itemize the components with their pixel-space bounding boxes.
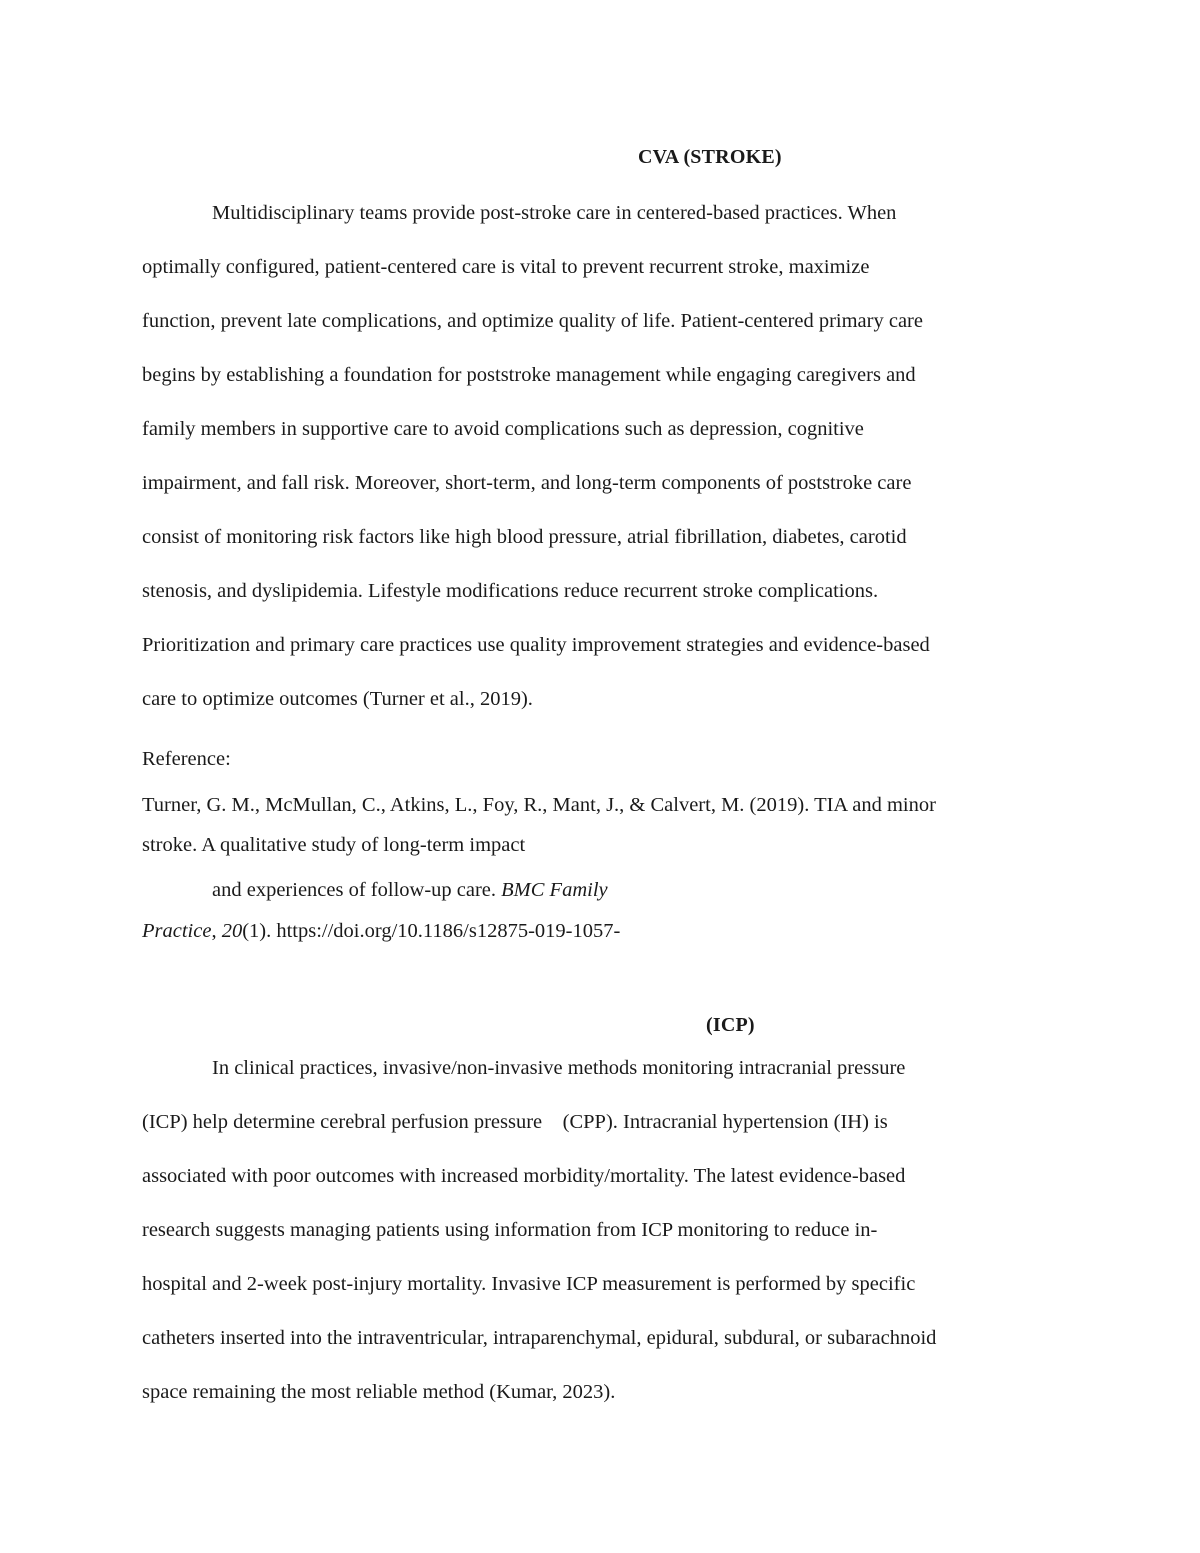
text-line: hospital and 2-week post-injury mortality. Invasive ICP measurement is performed by specific [142, 1273, 916, 1295]
text-line: Multidisciplinary teams provide post-stroke care in centered-based practices. When [212, 202, 897, 224]
text-line: research suggests managing patients using information from ICP monitoring to reduce in- [142, 1219, 878, 1241]
reference-citation-line: Turner, G. M., McMullan, C., Atkins, L., Foy, R., Mant, J., & Calvert, M. (2019). TIA and minor [142, 794, 936, 816]
section-heading-cva: CVA (STROKE) [638, 146, 782, 168]
journal-name: BMC Family [501, 879, 608, 901]
reference-text: and experiences of follow-up care. [212, 879, 502, 901]
section-heading-icp: (ICP) [706, 1014, 755, 1036]
reference-citation-line [142, 920, 620, 943]
reference-citation-line [212, 879, 608, 902]
reference-citation-line: stroke. A qualitative study of long-term impact [142, 834, 526, 856]
text-line: catheters inserted into the intraventricular, intraparenchymal, epidural, subdural, or subarachnoid [142, 1327, 937, 1349]
text-line: care to optimize outcomes (Turner et al., 2019). [142, 688, 533, 710]
text-line: begins by establishing a foundation for poststroke management while engaging caregivers and [142, 364, 916, 386]
text-line: stenosis, and dyslipidemia. Lifestyle modifications reduce recurrent stroke complications. [142, 580, 879, 602]
text-line: In clinical practices, invasive/non-invasive methods monitoring intracranial pressure [212, 1057, 906, 1079]
separator: , [211, 920, 222, 942]
journal-volume: 20 [221, 920, 243, 942]
text-line: function, prevent late complications, and optimize quality of life. Patient-centered primary care [142, 310, 923, 332]
journal-name: Practice [142, 920, 212, 942]
text-line: optimally configured, patient-centered care is vital to prevent recurrent stroke, maximize [142, 256, 870, 278]
text-line: (ICP) help determine cerebral perfusion pressure (CPP). Intracranial hypertension (IH) is [142, 1111, 888, 1133]
reference-label: Reference: [142, 748, 231, 770]
text-line: consist of monitoring risk factors like high blood pressure, atrial fibrillation, diabetes, carotid [142, 526, 907, 548]
text-line: Prioritization and primary care practices use quality improvement strategies and evidence-based [142, 634, 930, 656]
text-line: family members in supportive care to avoid complications such as depression, cognitive [142, 418, 864, 440]
doi-link[interactable]: (1). https://doi.org/10.1186/s12875-019-1057- [242, 920, 621, 942]
text-line: impairment, and fall risk. Moreover, short-term, and long-term components of poststroke care [142, 472, 912, 494]
text-line: space remaining the most reliable method (Kumar, 2023). [142, 1381, 616, 1403]
text-line: associated with poor outcomes with increased morbidity/mortality. The latest evidence-based [142, 1165, 906, 1187]
